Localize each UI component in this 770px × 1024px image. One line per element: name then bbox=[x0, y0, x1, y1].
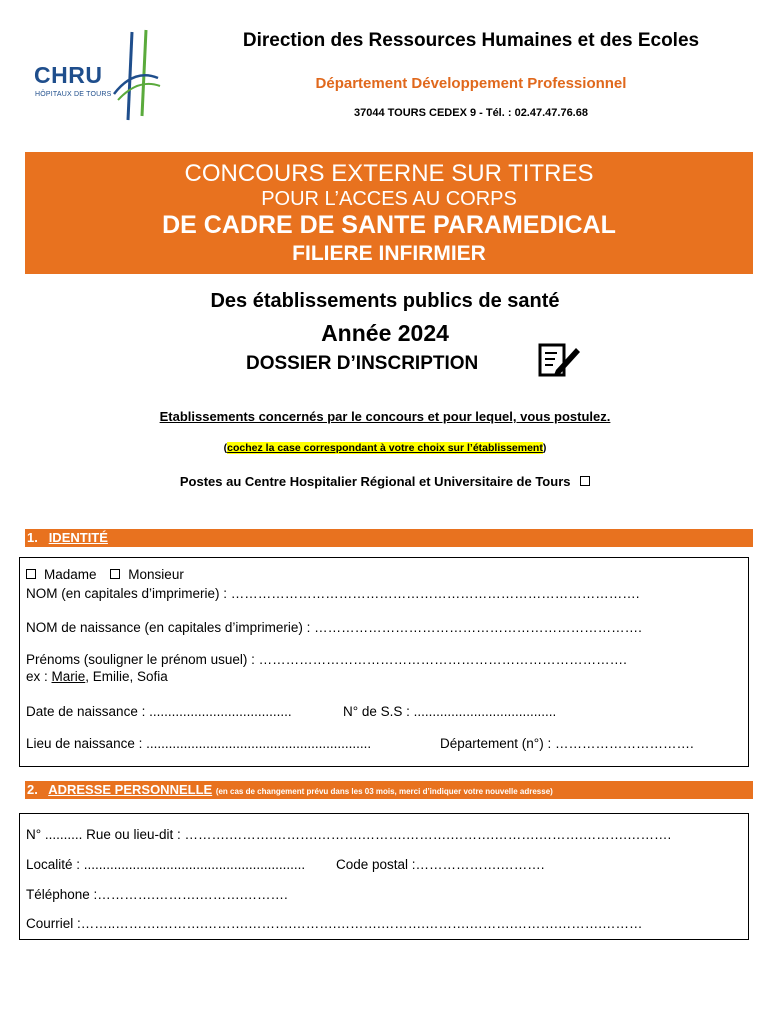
banner-line-3: DE CADRE DE SANTE PARAMEDICAL bbox=[162, 211, 616, 239]
logo-name: CHRU bbox=[34, 62, 103, 88]
identity-box bbox=[19, 557, 749, 767]
section-1-title: IDENTITÉ bbox=[48, 530, 108, 545]
header-title: Direction des Ressources Humaines et des Ecoles bbox=[242, 30, 700, 51]
section-2-note: (en cas de changement prévu dans les 03 mois, merci d’indiquer votre nouvelle adresse) bbox=[215, 787, 553, 796]
prenoms-field[interactable]: Prénoms (souligner le prénom usuel) : ………………………………………………………………………. bbox=[26, 652, 627, 667]
localite-field[interactable]: Localité : ........................................................... bbox=[26, 857, 306, 872]
example-prefix: ex : bbox=[26, 669, 52, 684]
lieu-naissance-field[interactable]: Lieu de naissance : ............................................................ bbox=[26, 736, 372, 751]
instruction-highlight: cochez la case correspondant à votre choix sur l’établissement bbox=[227, 442, 543, 454]
banner-line-2: POUR L’ACCES AU CORPS bbox=[261, 188, 517, 210]
monsieur-checkbox[interactable] bbox=[110, 569, 120, 579]
section-identity-header bbox=[25, 529, 753, 547]
example-underlined: Marie bbox=[51, 669, 86, 684]
title-banner bbox=[25, 152, 753, 274]
header-address: 37044 TOURS CEDEX 9 - Tél. : 02.47.47.76.68 bbox=[354, 107, 588, 119]
choice-instruction bbox=[0, 442, 770, 454]
chru-logo bbox=[34, 28, 164, 124]
banner-line-1: CONCOURS EXTERNE SUR TITRES bbox=[184, 160, 594, 187]
address-box bbox=[19, 813, 749, 940]
postes-label: Postes au Centre Hospitalier Régional et Universitaire de Tours bbox=[179, 474, 571, 489]
section-2-title: ADRESSE PERSONNELLE bbox=[48, 782, 213, 797]
nom-naissance-field[interactable]: NOM de naissance (en capitales d’imprimerie) : ………………………………………………………………. bbox=[26, 620, 642, 635]
madame-label: Madame bbox=[44, 567, 97, 582]
civility-row bbox=[26, 567, 184, 582]
departement-field[interactable]: Département (n°) : …………………………. bbox=[440, 736, 694, 751]
date-naissance-field[interactable]: Date de naissance : ...................................... bbox=[26, 704, 292, 719]
monsieur-label: Monsieur bbox=[128, 567, 184, 582]
madame-checkbox[interactable] bbox=[26, 569, 36, 579]
logo-subtitle: HÔPITAUX DE TOURS bbox=[35, 91, 112, 98]
instruction-open: ( bbox=[223, 442, 228, 454]
instruction-close: ) bbox=[542, 442, 547, 454]
postes-checkbox[interactable] bbox=[580, 476, 590, 486]
example-rest: , Emilie, Sofia bbox=[85, 669, 168, 684]
nom-field[interactable]: NOM (en capitales d’imprimerie) : ………………………………………………………………………………. bbox=[26, 586, 640, 601]
form-edit-icon bbox=[538, 342, 582, 378]
choice-heading: Etablissements concernés par le concours et pour lequel, vous postulez. bbox=[159, 409, 611, 424]
courriel-field[interactable]: Courriel :……..……….……….……….……….……….……….……….……….……….……….……….……… bbox=[26, 916, 643, 931]
postes-option bbox=[0, 474, 770, 489]
code-postal-field[interactable]: Code postal :……………….………. bbox=[336, 857, 545, 872]
prenoms-example bbox=[26, 669, 168, 684]
telephone-field[interactable]: Téléphone :………….……….……….………. bbox=[26, 887, 288, 902]
establishments-title: Des établissements publics de santé bbox=[210, 290, 560, 312]
banner-line-4: FILIERE INFIRMIER bbox=[292, 242, 486, 265]
section-address-header bbox=[25, 781, 753, 799]
section-2-number: 2. bbox=[27, 782, 38, 797]
rue-field[interactable]: N° .......... Rue ou lieu-dit : ……….……….……….……….……….……….……….……….……….……….………. bbox=[26, 827, 672, 842]
section-1-number: 1. bbox=[27, 530, 38, 545]
year-title: Année 2024 bbox=[321, 320, 449, 346]
dossier-title: DOSSIER D’INSCRIPTION bbox=[246, 353, 479, 374]
ss-field[interactable]: N° de S.S : ...................................... bbox=[343, 704, 557, 719]
header-department: Département Développement Professionnel bbox=[315, 75, 627, 92]
